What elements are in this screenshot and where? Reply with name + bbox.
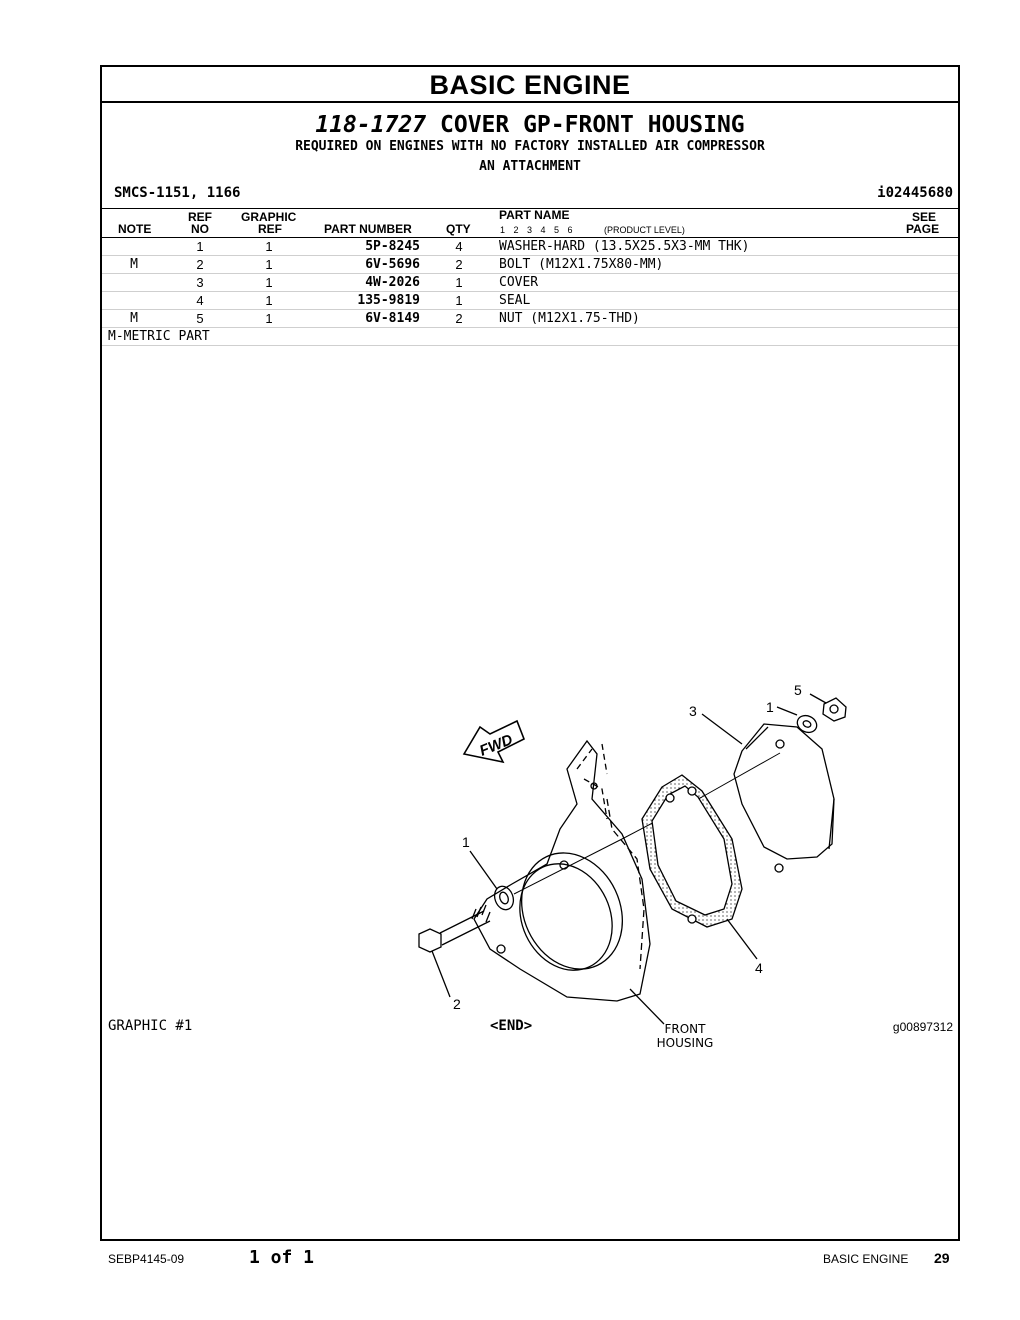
table-row <box>102 292 958 310</box>
cell-ref-no: 5 <box>196 311 204 326</box>
callout-3: 3 <box>689 703 697 719</box>
exploded-view-illustration <box>402 679 862 1054</box>
callout-1: 1 <box>462 834 470 850</box>
graphic-id: g00897312 <box>892 1020 953 1034</box>
cover-hole <box>775 864 783 872</box>
seal-hole <box>688 915 696 923</box>
group-note-line-1: REQUIRED ON ENGINES WITH NO FACTORY INSTALLED AIR COMPRESSOR <box>295 139 765 154</box>
graphic-footer <box>102 1018 958 1038</box>
washer-hole <box>498 891 510 905</box>
header-graphic-top: GRAPHIC <box>241 210 297 224</box>
header-see-bottom: PAGE <box>906 222 940 236</box>
parts-table-body <box>102 238 958 346</box>
header-qty: QTY <box>446 222 471 236</box>
footer-page-of: 1 of 1 <box>249 1247 315 1268</box>
seal-hole <box>666 794 674 802</box>
page-footer <box>0 1247 1020 1271</box>
cover-edge <box>746 727 834 849</box>
header-part-name: PART NAME <box>499 208 570 222</box>
document-id: i02445680 <box>877 185 953 201</box>
cell-part-name: WASHER-HARD (13.5X25.5X3-MM THK) <box>499 239 750 254</box>
cell-ref-no: 3 <box>196 275 204 290</box>
cell-graphic-ref: 1 <box>265 239 273 254</box>
washer-hole <box>802 720 812 729</box>
mounting-hole <box>497 945 505 953</box>
header-see-top: SEE <box>912 210 937 224</box>
header-graphic-bottom: REF <box>258 222 282 236</box>
header-product-level-label: (PRODUCT LEVEL) <box>604 225 685 235</box>
cell-graphic-ref: 1 <box>265 275 273 290</box>
page-frame <box>100 65 960 1241</box>
cell-note: M <box>130 257 138 272</box>
callout-5: 5 <box>794 682 802 698</box>
part-number-link[interactable]: 6V-5696 <box>365 257 420 272</box>
part-number-link[interactable]: 6V-8149 <box>365 311 420 326</box>
front-housing-label-line1: FRONT <box>664 1022 706 1036</box>
metric-note: M-METRIC PART <box>108 329 210 344</box>
fwd-label: FWD <box>477 731 516 760</box>
leader-line <box>702 714 742 744</box>
part-number-link[interactable]: 4W-2026 <box>365 275 420 290</box>
graphic-label: GRAPHIC #1 <box>108 1018 193 1034</box>
leader-line <box>810 694 826 703</box>
smcs-codes: SMCS-1151, 1166 <box>114 185 241 201</box>
header-ref-bottom: NO <box>191 222 209 236</box>
nut-hole <box>830 705 838 713</box>
cell-qty: 2 <box>455 257 463 272</box>
washer <box>795 713 820 736</box>
cover-hole <box>776 740 784 748</box>
group-name: COVER GP-FRONT HOUSING <box>440 112 745 138</box>
callout-2: 2 <box>453 996 461 1012</box>
washer <box>491 884 516 913</box>
cell-graphic-ref: 1 <box>265 293 273 308</box>
cell-graphic-ref: 1 <box>265 311 273 326</box>
cell-qty: 2 <box>455 311 463 326</box>
front-housing-outline <box>474 741 650 1001</box>
cell-part-name: COVER <box>499 275 539 290</box>
header-product-levels: 1 2 3 4 5 6 <box>500 225 573 235</box>
metric-note-row <box>102 328 958 346</box>
table-row <box>102 238 958 256</box>
bolt-head <box>419 929 441 952</box>
hidden-lines <box>577 744 607 819</box>
group-title <box>102 113 958 137</box>
leader-line <box>777 707 797 715</box>
nut <box>823 698 846 721</box>
footer-page-number: 29 <box>934 1250 950 1266</box>
header-ref-top: REF <box>188 210 212 224</box>
cell-graphic-ref: 1 <box>265 257 273 272</box>
leader-line <box>727 919 757 959</box>
table-row <box>102 274 958 292</box>
parts-table-header <box>102 208 958 238</box>
front-housing-bore <box>503 836 641 985</box>
part-number-link[interactable]: 5P-8245 <box>365 239 420 254</box>
cell-note: M <box>130 311 138 326</box>
callout-1-cover: 1 <box>766 699 774 715</box>
footer-document-number: SEBP4145-09 <box>108 1252 185 1266</box>
leader-line <box>432 951 450 997</box>
cell-qty: 1 <box>455 275 463 290</box>
cell-qty: 1 <box>455 293 463 308</box>
cell-part-name: NUT (M12X1.75-THD) <box>499 311 640 326</box>
part-number-link[interactable]: 135-9819 <box>357 293 420 308</box>
cell-part-name: BOLT (M12X1.75X80-MM) <box>499 257 664 272</box>
cell-ref-no: 2 <box>196 257 204 272</box>
cell-qty: 4 <box>455 239 463 254</box>
cell-part-name: SEAL <box>499 293 531 308</box>
seal-hole <box>688 787 696 795</box>
front-housing-label-line2: HOUSING <box>656 1036 714 1050</box>
section-title: BASIC ENGINE <box>102 67 958 103</box>
footer-section: BASIC ENGINE <box>823 1252 909 1266</box>
end-marker: <END> <box>490 1018 533 1034</box>
leader-line <box>470 851 497 889</box>
bolt-shank <box>440 911 490 945</box>
callout-4: 4 <box>755 960 763 976</box>
header-note: NOTE <box>118 222 152 236</box>
group-note-line-2: AN ATTACHMENT <box>479 159 581 174</box>
group-number[interactable]: 118-1727 <box>315 112 427 138</box>
table-row <box>102 256 958 274</box>
table-row <box>102 310 958 328</box>
cell-ref-no: 1 <box>196 239 204 254</box>
header-part-number: PART NUMBER <box>324 222 412 236</box>
cell-ref-no: 4 <box>196 293 204 308</box>
smcs-row <box>102 185 958 205</box>
